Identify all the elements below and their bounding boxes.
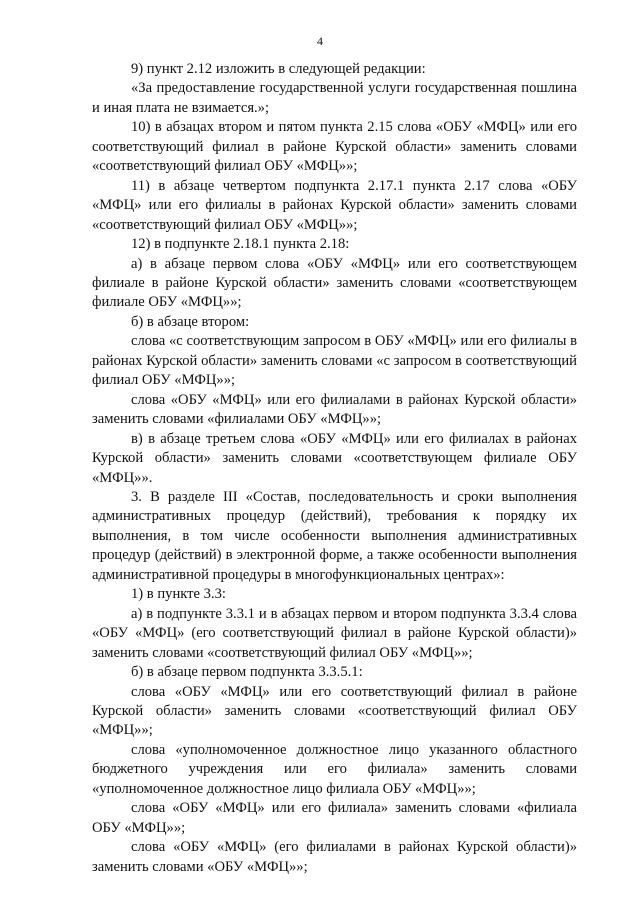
paragraph-subitem-a: а) в абзаце первом слова «ОБУ «МФЦ» или его соответствующем филиале в районе Курской области» заменить словами «соответствующем филиале ОБУ «МФЦ»»; bbox=[92, 255, 577, 311]
paragraph-item-1: 1) в пункте 3.3: bbox=[131, 586, 226, 603]
document-body bbox=[92, 60, 577, 877]
page-number: 4 bbox=[317, 34, 323, 48]
paragraph-item-12: 12) в подпункте 2.18.1 пункта 2.18: bbox=[131, 236, 350, 253]
paragraph-subitem-b: б) в абзаце втором: bbox=[131, 313, 250, 330]
paragraph-quote: «За предоставление государственной услуги государственная пошлина и иная плата не взимается.»; bbox=[92, 80, 577, 116]
paragraph-words: слова «с соответствующим запросом в ОБУ «МФЦ» или его филиалы в районах Курской области» заменить словами «с запросом в соответствующий филиал ОБУ «МФЦ»»; bbox=[92, 333, 577, 389]
paragraph-item-11: 11) в абзаце четвертом подпункта 2.17.1 пункта 2.17 слова «ОБУ «МФЦ» или его филиалы в районах Курской области» заменить словами «соответствующий филиал ОБУ «МФЦ»»; bbox=[92, 177, 577, 233]
paragraph-words: слова «ОБУ «МФЦ» или его филиалами в районах Курской области» заменить словами «филиалами ОБУ «МФЦ»»; bbox=[92, 391, 577, 428]
paragraph-words: слова «ОБУ «МФЦ» или его филиала» заменить словами «филиала ОБУ «МФЦ»»; bbox=[92, 800, 577, 836]
paragraph-words: слова «ОБУ «МФЦ» (его филиалами в районах Курской области)» заменить словами «ОБУ «МФЦ»»; bbox=[92, 839, 577, 875]
paragraph-words: слова «уполномоченное должностное лицо указанного областного бюджетного учреждения или его филиала» заменить словами «уполномоченное должностное лицо филиала ОБУ «МФЦ»»; bbox=[92, 741, 577, 797]
paragraph-words: слова «ОБУ «МФЦ» или его соответствующий филиал в районе Курской области» заменить словами «соответствующий филиал ОБУ «МФЦ»»; bbox=[92, 683, 577, 739]
paragraph-subitem-b: б) в абзаце первом подпункта 3.3.5.1: bbox=[131, 664, 363, 681]
paragraph-item-9: 9) пункт 2.12 изложить в следующей редакции: bbox=[131, 61, 426, 77]
paragraph-item-10: 10) в абзацах втором и пятом пункта 2.15 слова «ОБУ «МФЦ» или его соответствующий филиал в районе Курской области» заменить словами «соответствующий филиал ОБУ «МФЦ»»; bbox=[92, 119, 577, 175]
paragraph-section-3: 3. В разделе III «Состав, последовательность и сроки выполнения административных процедур (действий), требования к порядку их выполнения, в том числе особенности выполнения административных процедур (действий) в электронной форме, а также особенности выполнения административной процедуры в многофункциональных центрах»: bbox=[92, 488, 577, 583]
paragraph-subitem-v: в) в абзаце третьем слова «ОБУ «МФЦ» или его филиалах в районах Курской области» заменить словами «соответствующем филиале ОБУ «МФЦ»». bbox=[92, 430, 577, 486]
paragraph-subitem-a: а) в подпункте 3.3.1 и в абзацах первом и втором подпункта 3.3.4 слова «ОБУ «МФЦ» (его соответствующий филиал в районе Курской области)» заменить словами «соответствующий филиал ОБУ «МФЦ»»; bbox=[92, 605, 577, 661]
